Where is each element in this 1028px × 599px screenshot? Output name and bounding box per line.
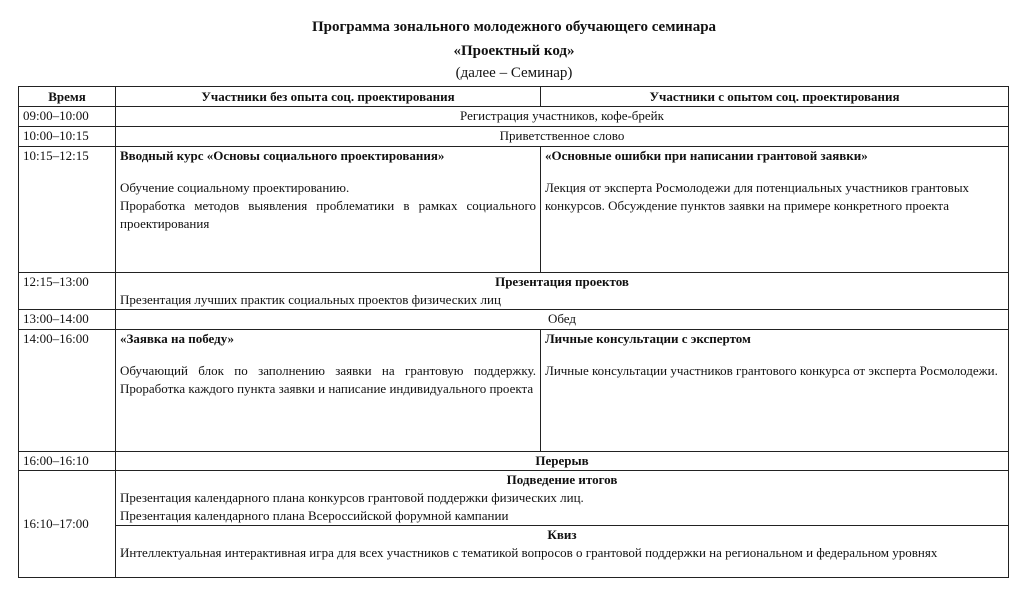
session-title: Квиз [547,527,577,542]
table-row [19,310,1009,330]
time-cell: 10:15–12:15 [19,147,116,273]
session-cell [116,273,1009,310]
session-title: Личные консультации с экспертом [545,331,751,346]
session-cell-beginners [116,330,541,452]
session-description: Презентация календарного плана Всероссийской форумной кампании [120,508,509,523]
session-cell-experienced [541,330,1009,452]
session-description: Проработка методов выявления проблематики в рамках социального проектирования [120,198,536,231]
session-description: Обучающий блок по заполнению заявки на грантовую поддержку. Проработка каждого пункта заявки и написание индивидуального проекта [120,363,536,396]
table-row [19,471,1009,526]
session-title: Презентация проектов [495,274,629,289]
table-row [19,526,1009,578]
session-description: Презентация календарного плана конкурсов грантовой поддержки физических лиц. [120,490,584,505]
time-cell: 12:15–13:00 [19,273,116,310]
program-title: Программа зонального молодежного обучающего семинара [311,19,717,35]
session-cell [116,526,1009,578]
session-description: Обучение социальному проектированию. [120,180,350,195]
session-title: Вводный курс «Основы социального проектирования» [120,148,445,163]
time-cell: 14:00–16:00 [19,330,116,452]
session-cell: Приветственное слово [116,127,1009,147]
session-cell: Перерыв [116,452,1009,471]
time-cell: 16:00–16:10 [19,452,116,471]
table-row [19,147,1009,273]
session-description: Лекция от эксперта Росмолодежи для потенциальных участников грантовых конкурсов. Обсуждение пунктов заявки на примере конкретного проекта [545,180,970,213]
column-header-beginners: Участники без опыта соц. проектирования [116,87,541,107]
seminar-name: «Проектный код» [453,43,575,59]
table-row [19,127,1009,147]
time-cell: 10:00–10:15 [19,127,116,147]
table-row [19,330,1009,452]
time-cell: 09:00–10:00 [19,107,116,127]
session-cell [116,471,1009,526]
session-description: Интеллектуальная интерактивная игра для всех участников с тематикой вопросов о грантовой поддержки на региональном и федеральном уровнях [120,545,938,560]
session-cell: Регистрация участников, кофе-брейк [116,107,1009,127]
session-cell: Обед [116,310,1009,330]
session-title: «Основные ошибки при написании грантовой заявки» [545,148,868,163]
table-row [19,452,1009,471]
session-cell-beginners [116,147,541,273]
time-cell: 13:00–14:00 [19,310,116,330]
table-row [19,107,1009,127]
session-description: Презентация лучших практик социальных проектов физических лиц [120,292,501,307]
session-cell-experienced [541,147,1009,273]
session-description: Личные консультации участников грантового конкурса от эксперта Росмолодежи. [545,363,998,378]
table-header-row [19,87,1009,107]
seminar-alias: (далее – Семинар) [455,65,573,81]
table-row [19,273,1009,310]
column-header-experienced: Участники с опытом соц. проектирования [541,87,1009,107]
schedule-table [18,86,1009,578]
session-title: Подведение итогов [506,472,618,487]
column-header-time: Время [19,87,116,107]
session-title: «Заявка на победу» [120,331,235,346]
time-cell: 16:10–17:00 [19,471,116,578]
